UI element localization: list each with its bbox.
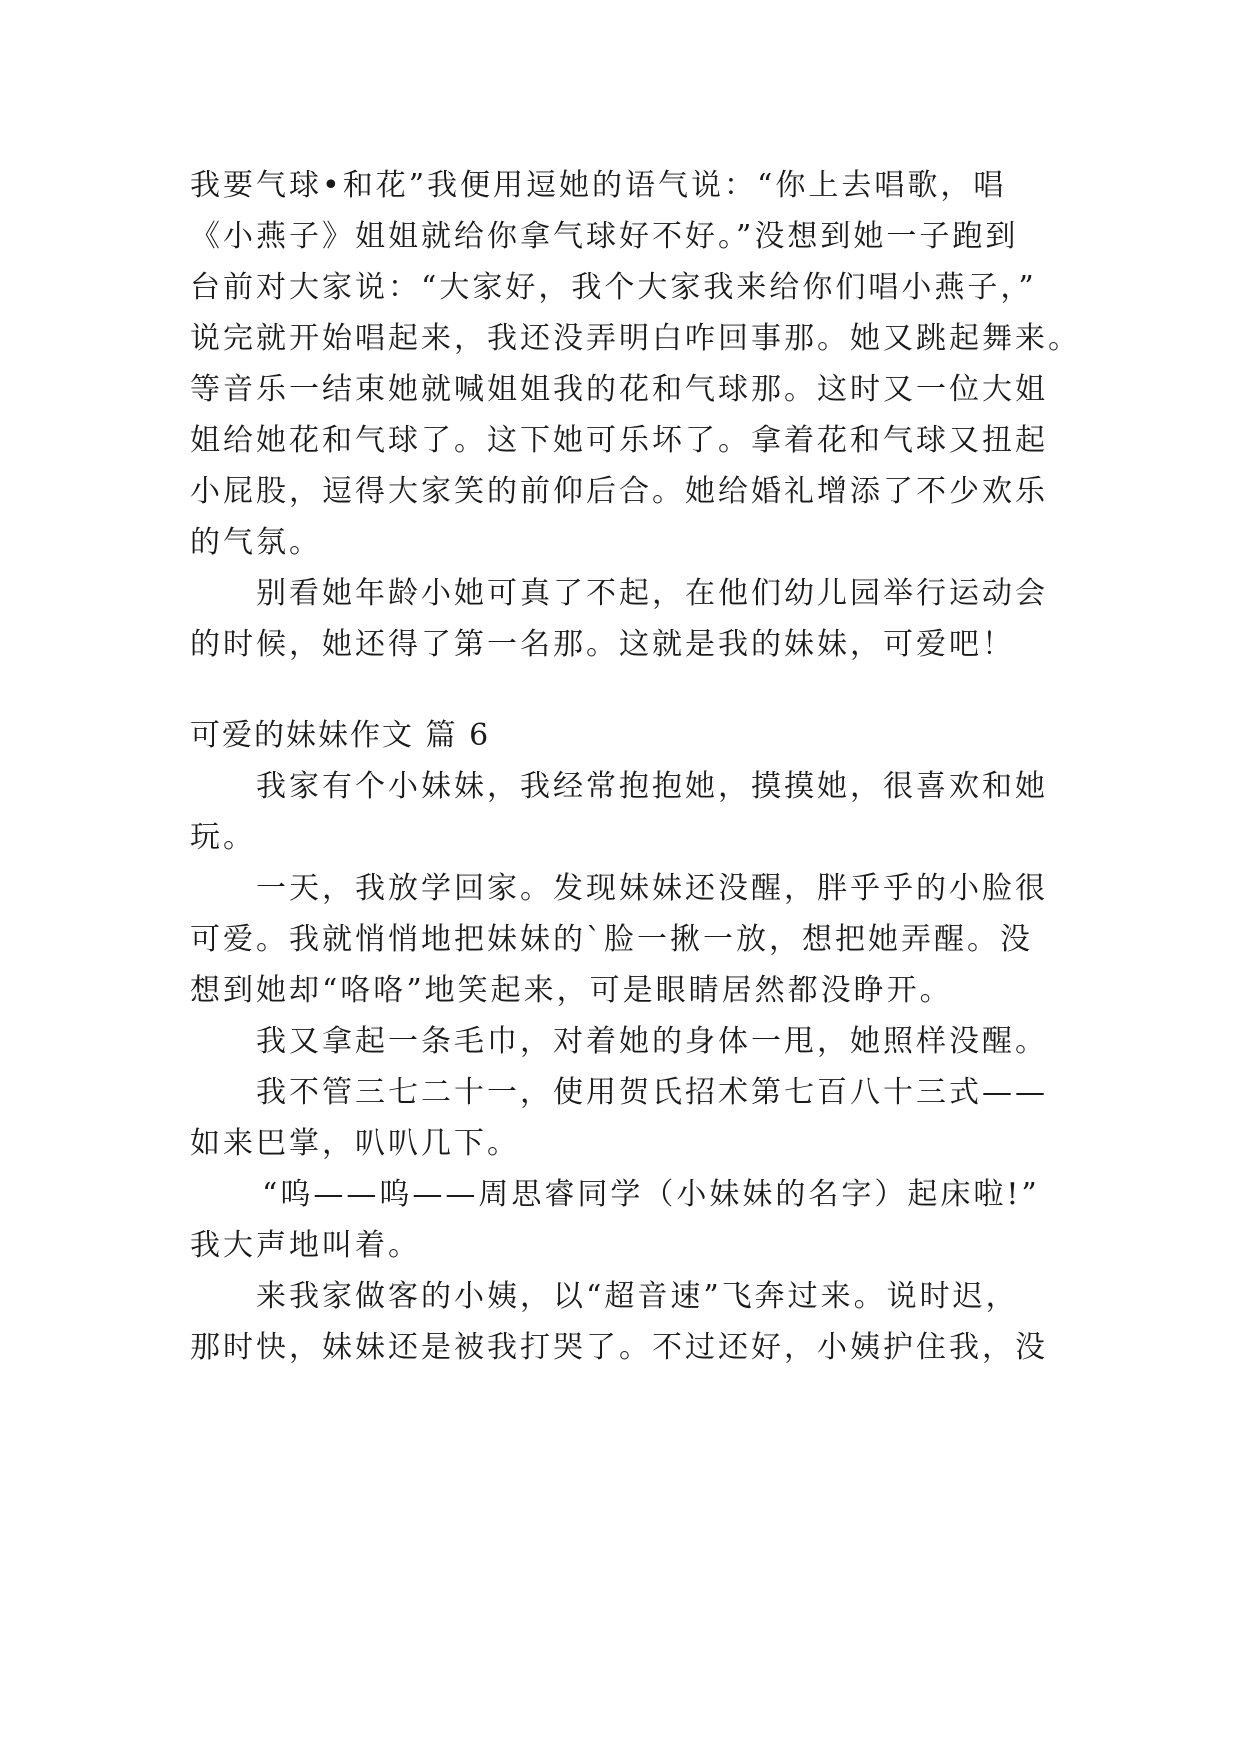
text-line: 一天，我放学回家。发现妹妹还没醒，胖乎乎的小脸很: [256, 871, 1048, 906]
text-line: 玩。: [190, 820, 256, 855]
text-line: 的气氛。: [190, 525, 322, 560]
section-heading: 可爱的妹妹作文 篇 6: [190, 718, 491, 753]
paragraph: [190, 863, 1070, 1016]
text-line: 我不管三七二十一，使用贺氏招术第七百八十三式——: [256, 1075, 1048, 1110]
text-line: 台前对大家说：“大家好，我个大家我来给你们唱小燕子，”: [190, 270, 1037, 305]
text-line: 想到她却“咯咯”地笑起来，可是眼睛居然都没睁开。: [190, 973, 953, 1008]
paragraph: [190, 761, 1070, 863]
paragraph: [190, 1169, 1070, 1271]
paragraph: [190, 1016, 1070, 1067]
text-line: 姐给她花和气球了。这下她可乐坏了。拿着花和气球又扭起: [190, 423, 1048, 458]
paragraph: [190, 160, 1081, 568]
text-line: 我要气球•和花”我便用逗她的语气说：“你上去唱歌，唱: [190, 168, 1007, 203]
document-body: [190, 160, 1081, 1373]
text-line: 等音乐一结束她就喊姐姐我的花和气球那。这时又一位大姐: [190, 372, 1048, 407]
text-line: 说完就开始唱起来，我还没弄明白咋回事那。她又跳起舞来。: [190, 321, 1081, 356]
section-spacer: [190, 670, 1070, 710]
text-line: 如来巴掌，叭叭几下。: [190, 1126, 520, 1161]
text-line: 的时候，她还得了第一名那。这就是我的妹妹，可爱吧！: [190, 627, 1015, 662]
text-line: 小屁股，逗得大家笑的前仰后合。她给婚礼增添了不少欢乐: [190, 474, 1048, 509]
text-line: 我又拿起一条毛巾，对着她的身体一甩，她照样没醒。: [256, 1024, 1048, 1059]
text-line: 来我家做客的小姨，以“超音速”飞奔过来。说时迟，: [256, 1279, 1019, 1314]
text-line: 那时快，妹妹还是被我打哭了。不过还好，小姨护住我，没: [190, 1330, 1048, 1365]
text-line: “呜——呜——周思睿同学（小妹妹的名字）起床啦!”: [262, 1177, 1040, 1212]
text-line: 《小燕子》姐姐就给你拿气球好不好。”没想到她一子跑到: [190, 219, 1019, 254]
paragraph: [190, 1067, 1070, 1169]
text-line: 我家有个小妹妹，我经常抱抱她，摸摸她，很喜欢和她: [256, 769, 1048, 804]
paragraph: [190, 568, 1070, 670]
text-line: 别看她年龄小她可真了不起，在他们幼儿园举行运动会: [256, 576, 1048, 611]
text-line: 可爱。我就悄悄地把妹妹的`脸一揪一放，想把她弄醒。没: [190, 922, 1033, 957]
paragraph: [190, 1271, 1070, 1373]
text-line: 我大声地叫着。: [190, 1228, 421, 1263]
